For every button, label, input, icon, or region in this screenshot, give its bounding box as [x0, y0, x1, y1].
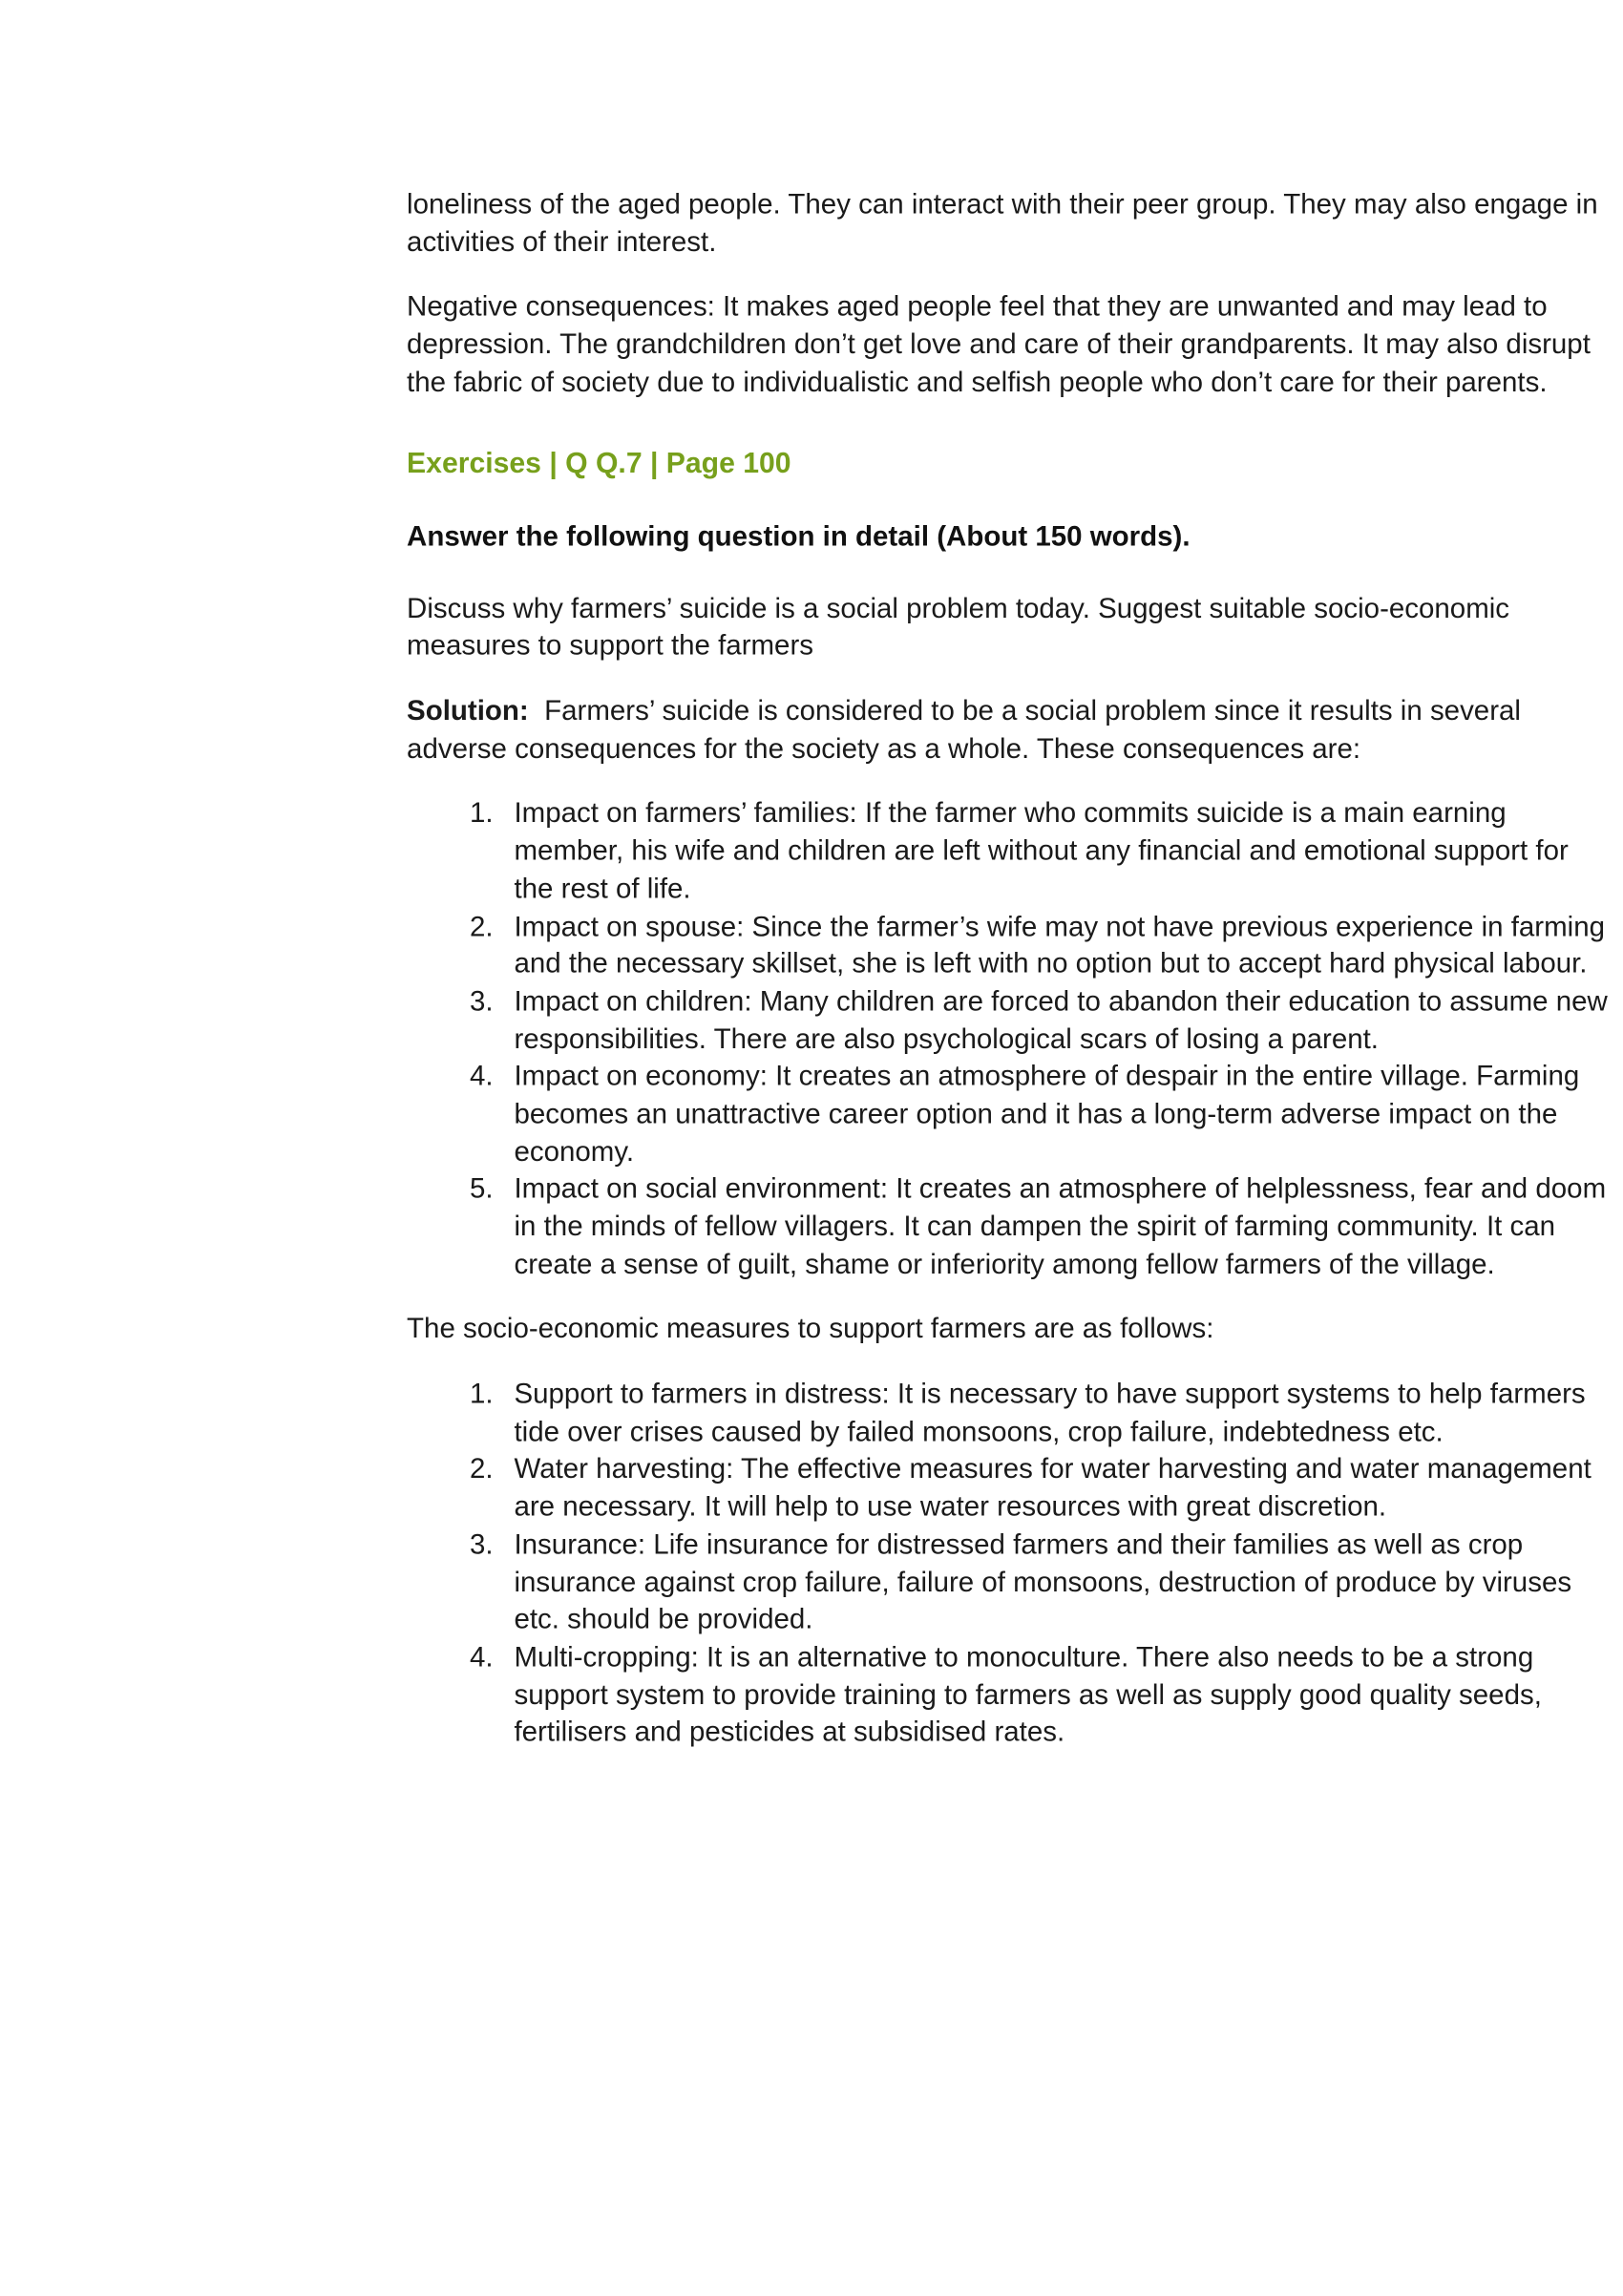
solution-label: Solution: [407, 695, 545, 727]
list-item: 5. Impact on social environment: It creates an atmosphere of helplessness, fear and doom in the minds of fellow villagers. It can dampen the spirit of farming community. It can create a sense of guilt, shame or inferiority among fellow farmers of the village. [501, 1170, 1613, 1283]
paragraph-continuation: loneliness of the aged people. They can interact with their peer group. They may also engage in activities of their interest. [407, 188, 1598, 258]
exercise-heading: Exercises | Q Q.7 | Page 100 [407, 447, 791, 480]
question-text: Discuss why farmers’ suicide is a social problem today. Suggest suitable socio-economic measures to support the farmers [407, 592, 1510, 662]
page-content [407, 186, 1613, 1752]
measures-intro: The socio-economic measures to support farmers are as follows: [407, 1313, 1214, 1345]
paragraph-negative-consequences: Negative consequences: It makes aged people feel that they are unwanted and may lead to depression. The grandchildren don’t get love and care of their grandparents. It may also disrupt the fabric of society due to individualistic and selfish people who don’t care for their parents. [407, 290, 1591, 398]
solution-intro [407, 692, 1613, 768]
consequences-list [407, 795, 1613, 1283]
list-item: 3. Impact on children: Many children are forced to abandon their education to assume new responsibilities. There are also psychological scars of losing a parent. [501, 982, 1613, 1058]
instruction-heading: Answer the following question in detail (About 150 words). [407, 520, 1191, 553]
measures-list [407, 1376, 1613, 1751]
list-item: 1. Impact on farmers’ families: If the farmer who commits suicide is a main earning member, his wife and children are left without any financial and emotional support for the rest of life. [501, 795, 1613, 908]
list-item: 1. Support to farmers in distress: It is necessary to have support systems to help farmers tide over crises caused by failed monsoons, crop failure, indebtedness etc. [501, 1376, 1613, 1451]
list-item: 3. Insurance: Life insurance for distressed farmers and their families as well as crop insurance against crop failure, failure of monsoons, destruction of produce by viruses etc. should be provided. [501, 1526, 1613, 1638]
solution-intro-text: Farmers’ suicide is considered to be a social problem since it results in several adverse consequences for the society as a whole. These consequences are: [407, 695, 1521, 765]
document-page [220, 0, 1623, 2296]
list-item: 4. Multi-cropping: It is an alternative to monoculture. There also needs to be a strong support system to provide training to farmers as well as supply good quality seeds, fertilisers and pesticides at subsidised rates. [501, 1638, 1613, 1751]
list-item: 4. Impact on economy: It creates an atmosphere of despair in the entire village. Farming becomes an unattractive career option and it has a long-term adverse impact on the economy. [501, 1058, 1613, 1170]
list-item: 2. Water harvesting: The effective measures for water harvesting and water management are necessary. It will help to use water resources with great discretion. [501, 1451, 1613, 1527]
list-item: 2. Impact on spouse: Since the farmer’s wife may not have previous experience in farming and the necessary skillset, she is left with no option but to accept hard physical labour. [501, 908, 1613, 983]
